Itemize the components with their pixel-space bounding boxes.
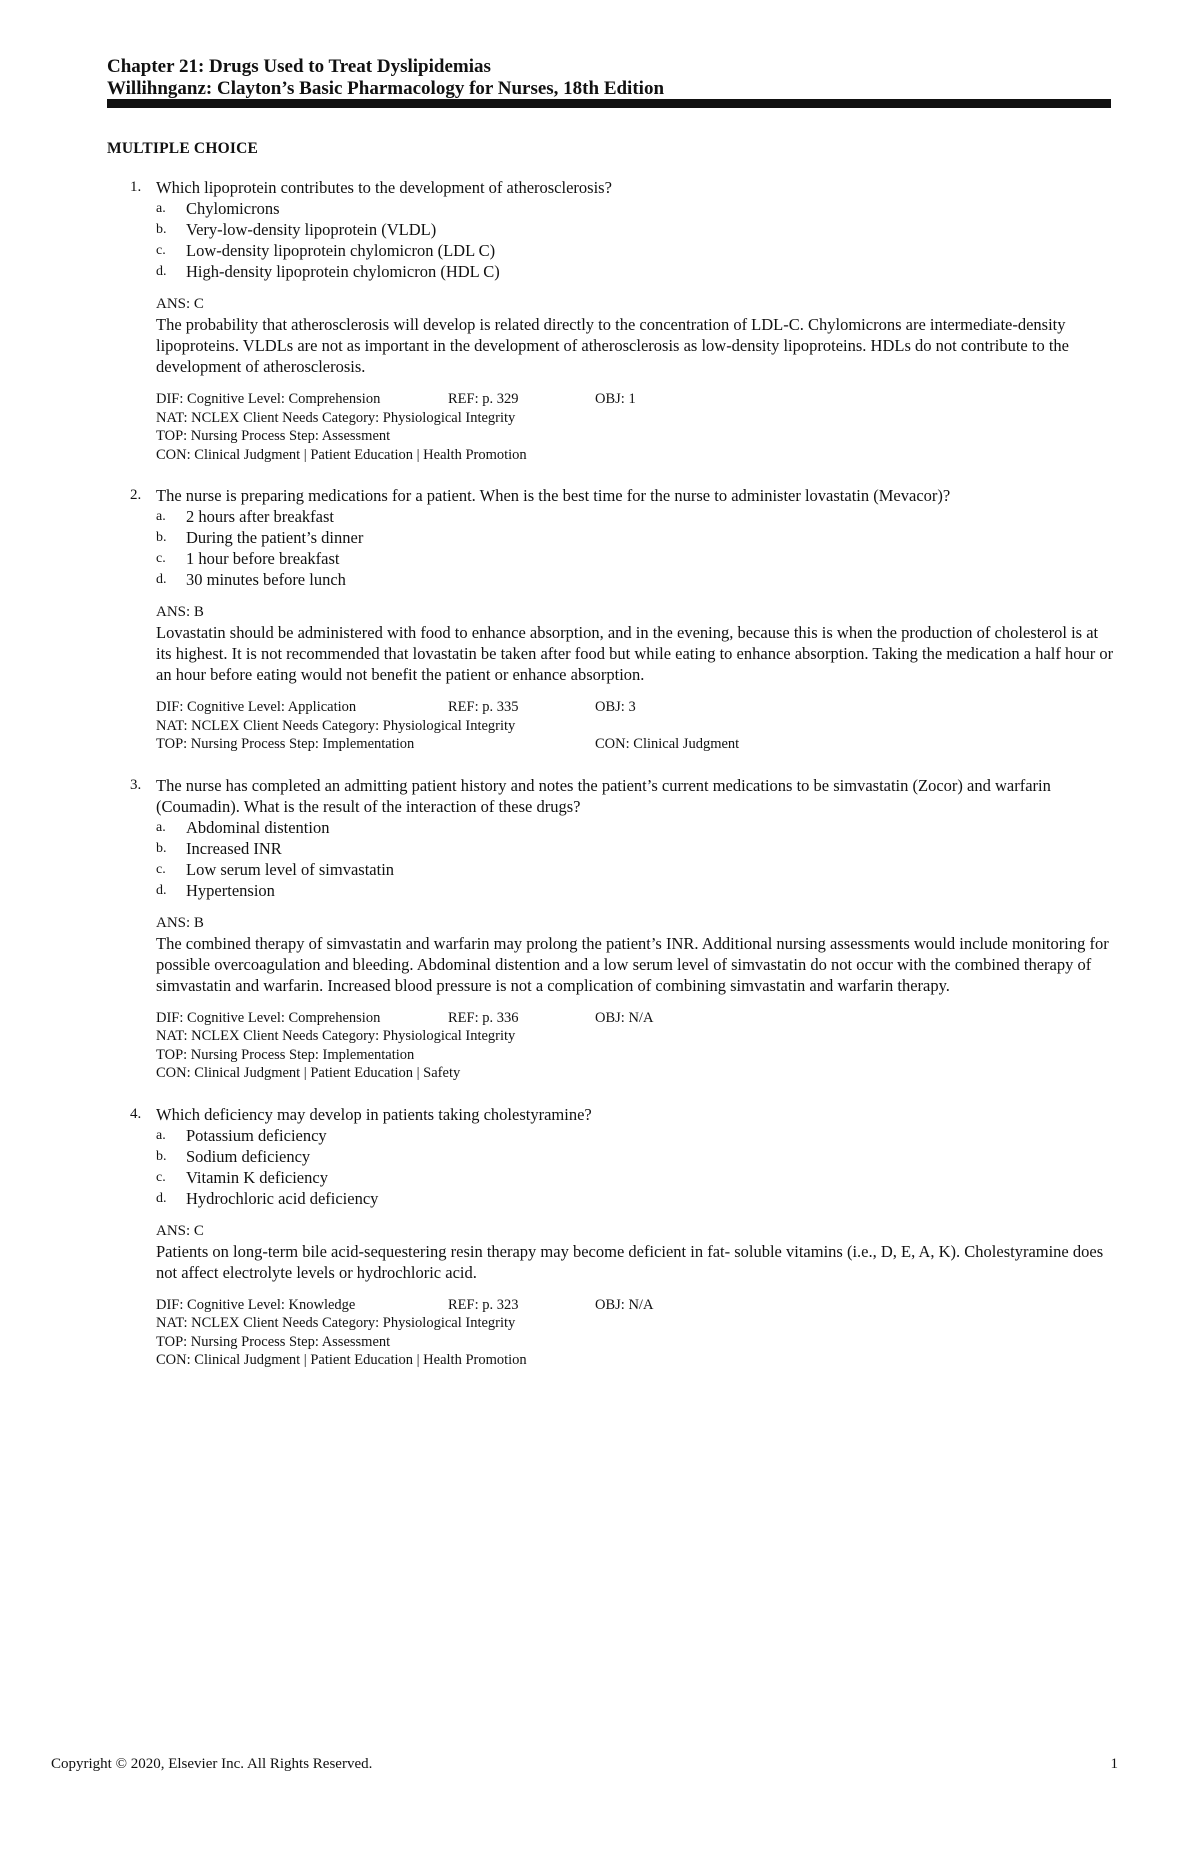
metadata-field: REF: p. 336 bbox=[448, 1009, 519, 1026]
answer-key: ANS: C bbox=[156, 1222, 204, 1239]
metadata-field: OBJ: 3 bbox=[595, 699, 636, 715]
question-item bbox=[107, 485, 1117, 754]
page-number: 1 bbox=[1110, 1756, 1118, 1772]
metadata-field: REF: p. 335 bbox=[448, 699, 519, 715]
metadata-field: OBJ: 1 bbox=[595, 391, 636, 407]
rationale: The probability that atherosclerosis will develop is related directly to the concentration of LDL-C. Chylomicrons are intermediate-density lipoproteins. VLDLs are not as important in the development of atherosclerosis as low-density lipoproteins. HDLs do not contribute to the development of atherosclerosis. bbox=[156, 315, 1069, 376]
question-item bbox=[107, 177, 1117, 464]
metadata-field: NAT: NCLEX Client Needs Category: Physiological Integrity bbox=[156, 1315, 516, 1331]
option-text: Low serum level of simvastatin bbox=[186, 859, 395, 879]
option-letter: d. bbox=[156, 264, 167, 279]
metadata-field: REF: p. 323 bbox=[448, 1296, 519, 1313]
option-text: Low-density lipoprotein chylomicron (LDL C) bbox=[186, 241, 496, 260]
option-letter: c. bbox=[156, 243, 166, 258]
metadata-row bbox=[156, 1351, 1117, 1370]
option-letter: c. bbox=[156, 551, 166, 566]
option-letter: a. bbox=[156, 201, 166, 216]
question-metadata bbox=[156, 1009, 1117, 1083]
answer-option bbox=[156, 1125, 1117, 1146]
metadata-field: OBJ: N/A bbox=[595, 1009, 654, 1026]
answer-option bbox=[156, 1188, 1117, 1209]
metadata-row bbox=[156, 1333, 1117, 1352]
option-letter: d. bbox=[156, 1190, 167, 1206]
question-list bbox=[107, 177, 1117, 1391]
option-letter: d. bbox=[156, 572, 167, 587]
metadata-field: DIF: Cognitive Level: Comprehension bbox=[156, 1009, 381, 1026]
question-stem: The nurse has completed an admitting patient history and notes the patient’s current medications to be simvastatin (Zocor) and warfarin (Coumadin). What is the result of the interaction of these drugs? bbox=[156, 775, 1051, 816]
option-letter: a. bbox=[156, 819, 166, 835]
metadata-field: NAT: NCLEX Client Needs Category: Physiological Integrity bbox=[156, 409, 516, 426]
metadata-row bbox=[156, 1027, 1117, 1046]
question-item bbox=[107, 1104, 1117, 1370]
metadata-row bbox=[156, 1314, 1117, 1333]
answer-option bbox=[156, 880, 1117, 901]
option-letter: b. bbox=[156, 840, 167, 856]
option-letter: c. bbox=[156, 1169, 166, 1185]
answer-option bbox=[156, 548, 1117, 569]
question-stem: Which lipoprotein contributes to the development of atherosclerosis? bbox=[156, 178, 612, 197]
option-letter: b. bbox=[156, 1148, 167, 1164]
option-text: 1 hour before breakfast bbox=[186, 549, 340, 568]
metadata-row bbox=[156, 446, 1117, 465]
book-title: Willihnganz: Clayton’s Basic Pharmacology for Nurses, 18th Edition bbox=[107, 78, 665, 99]
option-text: Increased INR bbox=[186, 838, 282, 858]
option-text: Very-low-density lipoprotein (VLDL) bbox=[186, 220, 437, 239]
option-text: Potassium deficiency bbox=[186, 1125, 327, 1145]
answer-key: ANS: B bbox=[156, 914, 204, 931]
metadata-field: REF: p. 329 bbox=[448, 391, 519, 407]
option-letter: c. bbox=[156, 861, 166, 877]
answer-key: ANS: B bbox=[156, 604, 204, 620]
option-letter: b. bbox=[156, 530, 167, 545]
question-number: 2. bbox=[130, 487, 142, 503]
metadata-field: NAT: NCLEX Client Needs Category: Physiological Integrity bbox=[156, 1028, 516, 1044]
section-heading: MULTIPLE CHOICE bbox=[107, 140, 258, 157]
option-text: Sodium deficiency bbox=[186, 1146, 311, 1166]
metadata-row bbox=[156, 1009, 1117, 1028]
metadata-row bbox=[156, 698, 1117, 717]
answer-option bbox=[156, 569, 1117, 590]
rationale: Lovastatin should be administered with food to enhance absorption, and in the evening, because this is when the production of cholesterol is at its highest. It is not recommended that lovastatin be taken after food but while eating to enhance absorption. Taking the medication a half hour or an hour before eating would not benefit the patient or enhance absorption. bbox=[156, 623, 1114, 684]
answer-option bbox=[156, 1167, 1117, 1188]
answer-option bbox=[156, 817, 1117, 838]
rationale: Patients on long-term bile acid-sequestering resin therapy may become deficient in fat- soluble vitamins (i.e., D, E, A, K). Cholestyramine does not affect electrolyte levels or hydrochloric acid. bbox=[156, 1241, 1104, 1282]
option-text: Chylomicrons bbox=[186, 199, 280, 218]
option-text: Abdominal distention bbox=[186, 817, 330, 837]
metadata-field: CON: Clinical Judgment | Patient Education | Health Promotion bbox=[156, 446, 527, 463]
question-number: 4. bbox=[130, 1105, 142, 1122]
metadata-field: CON: Clinical Judgment | Patient Education | Safety bbox=[156, 1065, 461, 1081]
metadata-row bbox=[156, 409, 1117, 428]
document-header bbox=[107, 56, 1107, 100]
header-rule bbox=[107, 99, 1111, 108]
option-text: Vitamin K deficiency bbox=[186, 1167, 328, 1187]
question-metadata bbox=[156, 698, 1117, 754]
option-text: Hydrochloric acid deficiency bbox=[186, 1188, 379, 1208]
question-stem: The nurse is preparing medications for a patient. When is the best time for the nurse to administer lovastatin (Mevacor)? bbox=[156, 486, 951, 505]
option-letter: d. bbox=[156, 882, 167, 898]
metadata-row bbox=[156, 1046, 1117, 1065]
answer-option bbox=[156, 506, 1117, 527]
answer-option bbox=[156, 219, 1117, 240]
option-letter: b. bbox=[156, 222, 167, 237]
answer-option bbox=[156, 261, 1117, 282]
metadata-field: CON: Clinical Judgment | Patient Education | Health Promotion bbox=[156, 1352, 527, 1368]
option-text: Hypertension bbox=[186, 880, 275, 900]
option-letter: a. bbox=[156, 1127, 166, 1143]
question-number: 3. bbox=[130, 776, 142, 793]
metadata-row bbox=[156, 735, 1117, 754]
option-letter: a. bbox=[156, 509, 166, 524]
metadata-field: DIF: Cognitive Level: Comprehension bbox=[156, 391, 381, 407]
answer-option bbox=[156, 859, 1117, 880]
answer-option bbox=[156, 240, 1117, 261]
metadata-field: TOP: Nursing Process Step: Implementation bbox=[156, 1046, 415, 1063]
metadata-field: DIF: Cognitive Level: Application bbox=[156, 699, 357, 715]
option-text: 2 hours after breakfast bbox=[186, 507, 334, 526]
answer-option bbox=[156, 198, 1117, 219]
metadata-field: NAT: NCLEX Client Needs Category: Physiological Integrity bbox=[156, 717, 516, 734]
metadata-field: OBJ: N/A bbox=[595, 1296, 654, 1313]
option-text: High-density lipoprotein chylomicron (HDL C) bbox=[186, 262, 500, 281]
answer-option bbox=[156, 527, 1117, 548]
metadata-row bbox=[156, 1296, 1117, 1315]
metadata-field: TOP: Nursing Process Step: Assessment bbox=[156, 428, 391, 444]
question-metadata bbox=[156, 390, 1117, 464]
question-metadata bbox=[156, 1296, 1117, 1370]
option-text: 30 minutes before lunch bbox=[186, 570, 346, 589]
copyright-notice: Copyright © 2020, Elsevier Inc. All Rights Reserved. bbox=[51, 1756, 373, 1772]
question-item bbox=[107, 775, 1117, 1083]
metadata-row bbox=[156, 390, 1117, 409]
option-text: During the patient’s dinner bbox=[186, 528, 364, 547]
metadata-field: TOP: Nursing Process Step: Assessment bbox=[156, 1333, 391, 1350]
question-number: 1. bbox=[130, 179, 142, 195]
answer-key: ANS: C bbox=[156, 296, 204, 312]
metadata-field: CON: Clinical Judgment bbox=[595, 736, 740, 752]
metadata-row bbox=[156, 717, 1117, 736]
answer-option bbox=[156, 1146, 1117, 1167]
metadata-row bbox=[156, 427, 1117, 446]
metadata-field: DIF: Cognitive Level: Knowledge bbox=[156, 1296, 356, 1313]
metadata-row bbox=[156, 1064, 1117, 1083]
question-stem: Which deficiency may develop in patients taking cholestyramine? bbox=[156, 1104, 592, 1124]
rationale: The combined therapy of simvastatin and warfarin may prolong the patient’s INR. Additional nursing assessments would include monitoring for possible overcoagulation and bleeding. Abdominal distention and a low serum level of simvastatin do not occur with the combined therapy of simvastatin and warfarin. Increased blood pressure is not a complication of combining simvastatin and warfarin therapy. bbox=[156, 933, 1109, 995]
answer-option bbox=[156, 838, 1117, 859]
metadata-field: TOP: Nursing Process Step: Implementation bbox=[156, 736, 415, 752]
chapter-title: Chapter 21: Drugs Used to Treat Dyslipidemias bbox=[107, 56, 491, 77]
